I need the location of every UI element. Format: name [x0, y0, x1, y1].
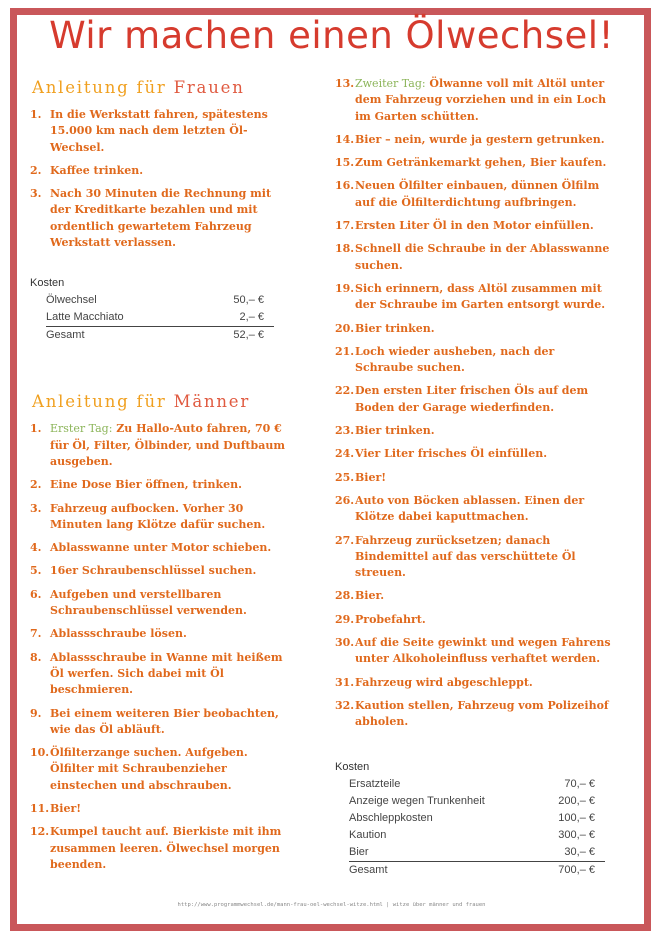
women-steps-list	[30, 107, 295, 251]
step-item	[30, 501, 295, 534]
step-text: Zum Getränkemarkt gehen, Bier kaufen.	[355, 156, 607, 170]
step-number: 3.	[30, 501, 42, 515]
step-text: Vier Liter frisches Öl einfüllen.	[355, 447, 548, 461]
step-text: Bier.	[355, 589, 385, 603]
cost-row	[349, 827, 605, 844]
step-number: 27.	[335, 533, 355, 547]
step-text: Probefahrt.	[355, 612, 426, 626]
men-heading-subject: Männer	[173, 392, 251, 412]
step-number: 4.	[30, 541, 42, 555]
step-item	[335, 588, 615, 604]
step-day-label: Erster Tag:	[50, 422, 113, 436]
step-number: 18.	[335, 242, 355, 256]
cost-total-row	[46, 327, 274, 345]
step-item	[335, 533, 615, 582]
step-number: 22.	[335, 384, 355, 398]
women-costs-label: Kosten	[30, 277, 65, 290]
step-item	[30, 563, 295, 579]
cost-item: Kaution	[349, 828, 387, 841]
step-number: 2.	[30, 478, 42, 492]
women-heading-subject: Frauen	[173, 78, 245, 97]
step-number: 20.	[335, 321, 355, 335]
step-number: 30.	[335, 636, 355, 650]
cost-item: Ölwechsel	[46, 294, 97, 307]
step-item	[30, 587, 295, 620]
step-item	[30, 745, 295, 794]
step-item	[30, 186, 295, 251]
step-item	[335, 321, 615, 337]
men-steps-list-right	[335, 76, 615, 731]
step-item	[30, 107, 295, 156]
left-column	[30, 78, 295, 880]
step-text: Kumpel taucht auf. Bierkiste mit ihm zusammen leeren. Ölwechsel morgen beenden.	[50, 825, 282, 871]
step-item	[30, 421, 295, 470]
step-number: 9.	[30, 706, 42, 720]
step-text: Bei einem weiteren Bier beobachten, wie das Öl abläuft.	[50, 706, 279, 736]
step-item	[335, 241, 615, 274]
step-item	[335, 493, 615, 526]
step-item	[335, 132, 615, 148]
cost-item: Bier	[349, 845, 369, 858]
cost-row	[349, 844, 605, 862]
cost-total-label: Gesamt	[46, 327, 196, 345]
step-text: 16er Schraubenschlüssel suchen.	[50, 564, 257, 578]
step-item	[335, 635, 615, 668]
step-number: 1.	[30, 422, 42, 436]
step-number: 10.	[30, 746, 50, 760]
step-number: 6.	[30, 587, 42, 601]
step-number: 11.	[30, 802, 50, 816]
cost-row	[46, 309, 274, 327]
step-day-label: Zweiter Tag:	[355, 77, 426, 90]
step-text: Bier!	[355, 470, 387, 484]
step-number: 5.	[30, 564, 42, 578]
step-text: Neuen Ölfilter einbauen, dünnen Ölfilm auf die Ölfilterdichtung aufbringen.	[355, 179, 600, 209]
women-costs	[30, 277, 295, 344]
step-item	[335, 155, 615, 171]
step-text: Loch wieder ausheben, nach der Schraube suchen.	[355, 344, 555, 375]
step-item	[335, 344, 615, 377]
step-item	[335, 281, 615, 314]
step-item	[30, 626, 295, 642]
men-steps-list-left	[30, 421, 295, 873]
step-item	[335, 178, 615, 211]
cost-amount: 70,– €	[564, 777, 595, 790]
step-text: Sich erinnern, dass Altöl zusammen mit der Schraube im Garten entsorgt wurde.	[355, 281, 606, 312]
cost-amount: 2,– €	[239, 311, 264, 324]
step-text: Auf die Seite gewinkt und wegen Fahrens unter Alkoholeinfluss verhaftet werden.	[355, 636, 611, 666]
cost-total-amount: 52,– €	[196, 327, 274, 345]
step-item	[30, 801, 295, 817]
men-costs-label: Kosten	[335, 760, 370, 773]
step-number: 25.	[335, 470, 355, 484]
step-item	[335, 698, 615, 731]
step-number: 13.	[335, 77, 355, 90]
men-heading	[32, 392, 295, 411]
step-number: 19.	[335, 281, 355, 295]
footer-source: http://www.programmwechsel.de/mann-frau-oel-wechsel-witze.html | witze über männer und frauen	[177, 902, 486, 908]
men-costs-table	[349, 776, 605, 879]
step-number: 21.	[335, 344, 355, 358]
step-number: 15.	[335, 156, 355, 170]
step-item	[335, 423, 615, 439]
step-item	[30, 163, 295, 179]
step-text: Ersten Liter Öl in den Motor einfüllen.	[355, 219, 594, 233]
step-item	[335, 446, 615, 462]
step-text: In die Werkstatt fahren, spätestens 15.000 km nach dem letzten Öl-Wechsel.	[50, 108, 268, 154]
step-number: 24.	[335, 447, 355, 461]
step-text: Ablassschraube lösen.	[50, 627, 187, 641]
step-number: 32.	[335, 698, 355, 712]
cost-item: Latte Macchiato	[46, 311, 124, 324]
step-number: 26.	[335, 493, 355, 507]
cost-item: Abschleppkosten	[349, 811, 433, 824]
step-item	[335, 470, 615, 486]
step-item	[30, 540, 295, 556]
step-item	[335, 218, 615, 234]
step-number: 12.	[30, 825, 50, 839]
step-number: 29.	[335, 612, 355, 626]
women-heading	[32, 78, 295, 97]
cost-row	[349, 810, 605, 827]
step-text: Den ersten Liter frischen Öls auf dem Boden der Garage wiederfinden.	[355, 384, 589, 414]
cost-row	[46, 292, 274, 309]
step-item	[335, 675, 615, 691]
step-number: 31.	[335, 675, 355, 689]
cost-total-label: Gesamt	[349, 861, 539, 879]
step-text: Zu Hallo-Auto fahren, 70 € für Öl, Filter, Ölbinder, und Duftbaum ausgeben.	[50, 422, 285, 468]
step-item	[30, 824, 295, 873]
step-number: 8.	[30, 650, 42, 664]
cost-row	[349, 793, 605, 810]
step-text: Bier!	[50, 802, 82, 816]
cost-amount: 200,– €	[558, 794, 595, 807]
cost-amount: 50,– €	[233, 294, 264, 307]
step-text: Schnell die Schraube in der Ablasswanne suchen.	[355, 242, 610, 272]
step-number: 3.	[30, 187, 42, 201]
cost-amount: 100,– €	[558, 811, 595, 824]
women-heading-prefix: Anleitung für	[32, 78, 174, 97]
step-item	[30, 477, 295, 493]
step-text: Kaffee trinken.	[50, 163, 144, 177]
step-item	[30, 650, 295, 699]
step-text: Bier trinken.	[355, 424, 435, 438]
step-text: Bier trinken.	[355, 321, 435, 335]
men-heading-prefix: Anleitung für	[32, 392, 174, 412]
cost-amount: 300,– €	[558, 828, 595, 841]
cost-item: Ersatzteile	[349, 777, 401, 790]
men-costs	[335, 761, 615, 879]
step-text: Ablasswanne unter Motor schieben.	[50, 541, 272, 555]
step-text: Ölfilterzange suchen. Aufgeben. Ölfilter mit Schraubenzieher einstechen und abschrauben.	[50, 746, 248, 792]
step-text: Ölwanne voll mit Altöl unter dem Fahrzeug vorziehen und in ein Loch im Garten schütten.	[355, 77, 607, 123]
step-text: Ablassschraube in Wanne mit heißem Öl werfen. Sich dabei mit Öl beschmieren.	[50, 650, 283, 697]
step-number: 17.	[335, 219, 355, 233]
cost-total-amount: 700,– €	[539, 861, 605, 879]
step-text: Aufgeben und verstellbaren Schraubenschlüssel verwenden.	[50, 587, 247, 618]
step-number: 2.	[30, 163, 42, 177]
women-costs-table	[46, 292, 274, 344]
step-text: Nach 30 Minuten die Rechnung mit der Kreditkarte bezahlen und mit ordentlich gewartetem Fahrzeug Werkstatt verlassen.	[50, 187, 272, 250]
step-item	[335, 612, 615, 628]
step-text: Fahrzeug wird abgeschleppt.	[355, 675, 533, 689]
step-number: 14.	[335, 132, 355, 146]
step-item	[30, 706, 295, 739]
page-title: Wir machen einen Ölwechsel!	[49, 14, 614, 57]
step-number: 23.	[335, 424, 355, 438]
cost-total-row	[349, 861, 605, 879]
step-number: 28.	[335, 589, 355, 603]
cost-item: Anzeige wegen Trunkenheit	[349, 794, 485, 807]
step-item	[335, 383, 615, 416]
step-text: Fahrzeug zurücksetzen; danach Bindemittel auf das verschüttete Öl streuen.	[355, 533, 576, 580]
step-text: Fahrzeug aufbocken. Vorher 30 Minuten lang Klötze dafür suchen.	[50, 501, 266, 531]
cost-row	[349, 776, 605, 793]
step-text: Eine Dose Bier öffnen, trinken.	[50, 478, 242, 492]
step-number: 1.	[30, 108, 42, 121]
step-number: 7.	[30, 627, 42, 641]
step-number: 16.	[335, 179, 355, 193]
cost-amount: 30,– €	[564, 845, 595, 858]
step-item	[335, 76, 615, 125]
right-column	[335, 76, 615, 879]
step-text: Bier – nein, wurde ja gestern getrunken.	[355, 132, 605, 146]
step-text: Kaution stellen, Fahrzeug vom Polizeihof abholen.	[355, 698, 609, 729]
step-text: Auto von Böcken ablassen. Einen der Klötze dabei kaputtmachen.	[355, 493, 585, 524]
